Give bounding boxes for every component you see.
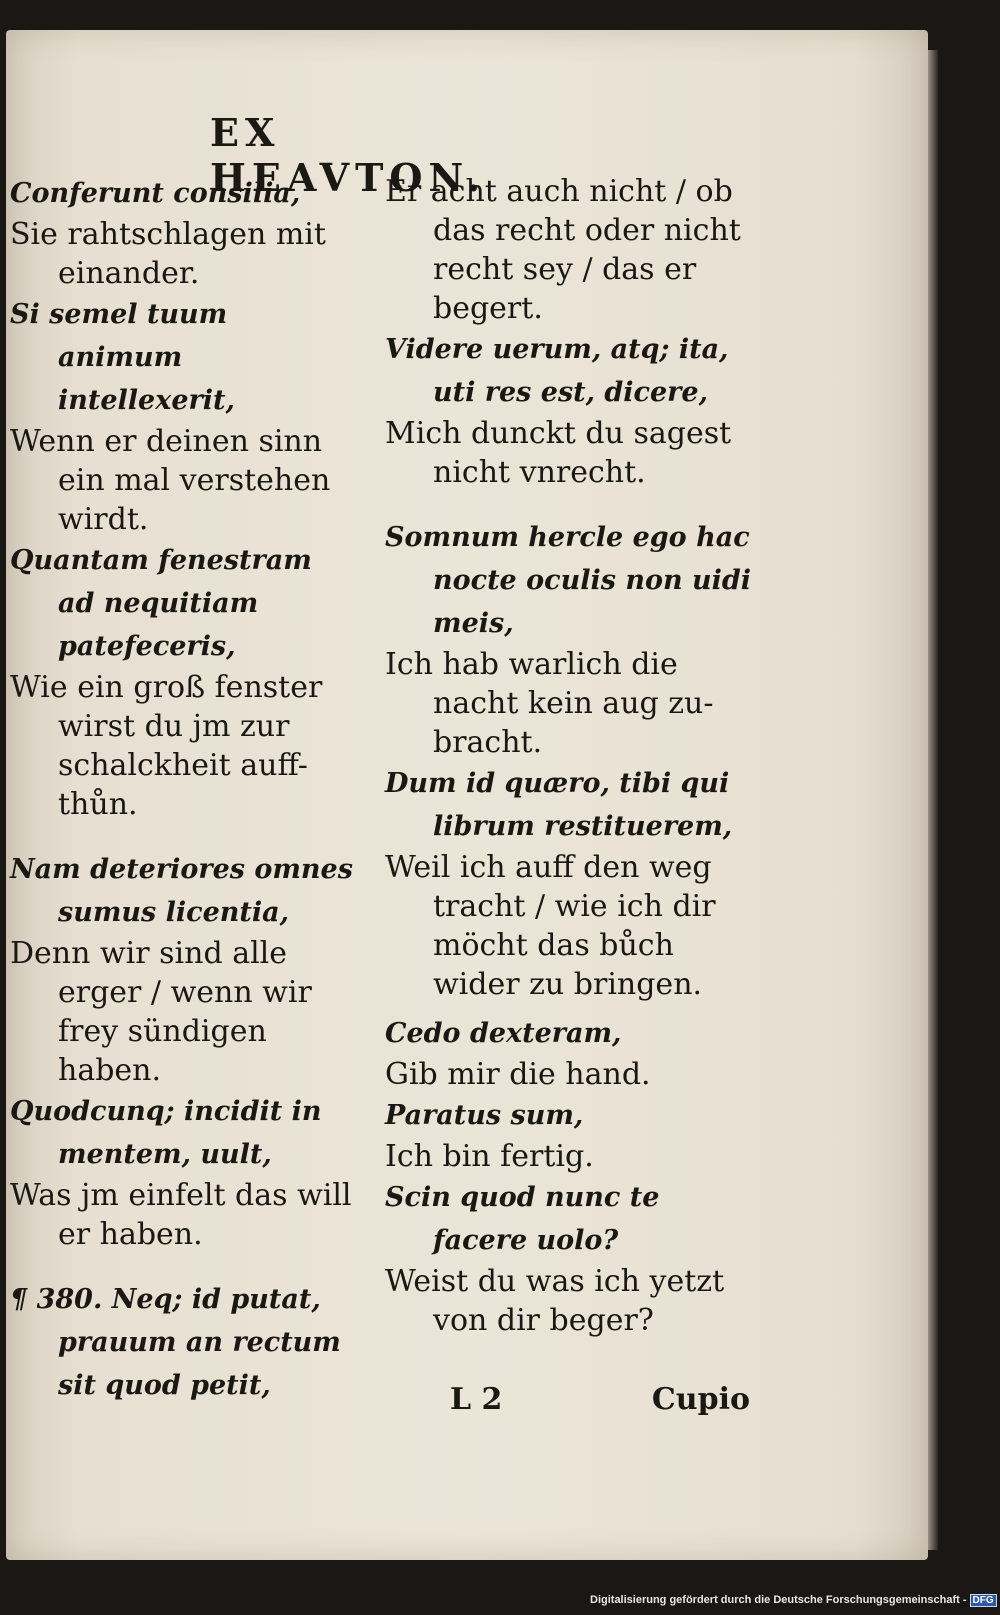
running-head: EX HEAVTON.	[210, 110, 486, 200]
page-edge	[928, 50, 938, 1550]
german-translation: Gib mir die hand.	[385, 1057, 651, 1092]
latin-phrase: Quantam fenestram ad nequitiam patefeceris,	[10, 545, 312, 662]
german-translation: Denn wir sind alle erger / wenn wir frey sündigen haben.	[10, 936, 312, 1088]
catchword: Cupio	[651, 1382, 750, 1417]
german-translation: Sie rahtschlagen mit einander.	[10, 217, 326, 291]
german-translation: Mich dunckt du sagest nicht vnrecht.	[385, 416, 732, 490]
digitization-footer	[590, 1594, 997, 1607]
latin-phrase: Videre uerum, atq; ita, uti res est, dicere,	[385, 334, 729, 408]
latin-phrase: Scin quod nunc te facere uolo?	[385, 1182, 660, 1256]
latin-phrase: Conferunt consilia,	[10, 178, 301, 209]
german-translation: Weist du was ich yetzt von dir beger?	[385, 1264, 725, 1338]
german-translation: Ich hab warlich die nacht kein aug zu-bracht.	[385, 647, 714, 760]
german-translation: Wie ein groß fenster wirst du jm zur schalckheit auff-thůn.	[10, 670, 323, 822]
latin-phrase: Paratus sum,	[385, 1100, 584, 1131]
right-column	[385, 172, 755, 1340]
left-column	[10, 172, 355, 1407]
signature-mark: L 2	[450, 1382, 503, 1417]
latin-phrase: Nam deteriores omnes sumus licentia,	[10, 854, 353, 928]
german-translation: Weil ich auff den weg tracht / wie ich dir möcht das bůch wider zu bringen.	[385, 850, 716, 1002]
footer-text: Digitalisierung gefördert durch die Deutsche Forschungsgemeinschaft -	[590, 1594, 967, 1606]
german-translation: Was jm einfelt das will er haben.	[10, 1178, 352, 1252]
german-translation: Wenn er deinen sinn ein mal verstehen wirdt.	[10, 424, 331, 537]
latin-phrase: Si semel tuum animum intellexerit,	[10, 299, 235, 416]
latin-phrase: Dum id quæro, tibi qui librum restituerem,	[385, 768, 733, 842]
latin-phrase: ¶ 380. Neq; id putat, prauum an rectum sit quod petit,	[10, 1284, 341, 1401]
catchline	[450, 1382, 750, 1417]
dfg-logo: DFG	[970, 1594, 997, 1607]
german-translation: Ich bin fertig.	[385, 1139, 594, 1174]
german-translation: Er acht auch nicht / ob das recht oder nicht recht sey / das er begert.	[385, 174, 741, 326]
latin-phrase: Cedo dexteram,	[385, 1018, 622, 1049]
latin-phrase: Quodcunq; incidit in mentem, uult,	[10, 1096, 322, 1170]
latin-phrase: Somnum hercle ego hac nocte oculis non uidi meis,	[385, 522, 752, 639]
